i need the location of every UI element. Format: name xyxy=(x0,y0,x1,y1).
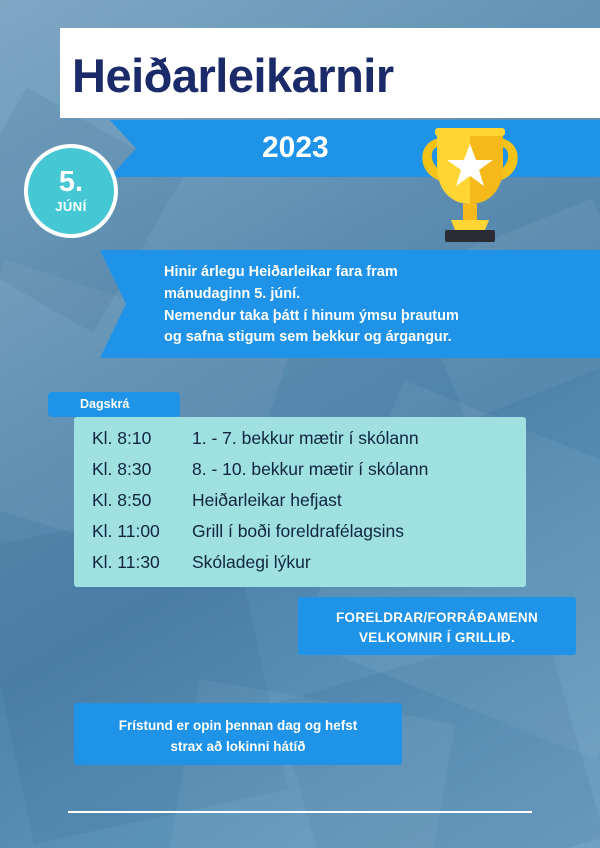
parents-notice-line: VELKOMNIR Í GRILLIÐ. xyxy=(359,630,515,646)
list-item xyxy=(92,552,522,583)
agenda-tag-label: Dagskrá xyxy=(80,397,130,411)
agenda-description: Skóladegi lýkur xyxy=(192,552,311,572)
afterschool-notice-line: strax að lokinni hátíð xyxy=(170,738,306,754)
list-item xyxy=(92,521,522,552)
date-badge xyxy=(24,144,118,238)
list-item xyxy=(92,428,522,459)
agenda-time: Kl. 11:00 xyxy=(92,521,160,541)
list-item xyxy=(92,490,522,521)
afterschool-notice-text xyxy=(74,716,402,758)
parents-notice-text xyxy=(298,608,576,649)
intro-line: og safna stigum sem bekkur og árgangur. xyxy=(164,329,452,346)
date-month: JÚNÍ xyxy=(55,199,87,214)
agenda-description: Heiðarleikar hefjast xyxy=(192,490,342,510)
year-label: 2023 xyxy=(262,131,329,164)
agenda-time: Kl. 8:30 xyxy=(92,459,152,479)
intro-text xyxy=(164,262,574,349)
date-day: 5. xyxy=(58,166,84,198)
agenda-time: Kl. 8:50 xyxy=(92,490,152,510)
intro-line: mánudaginn 5. júní. xyxy=(164,285,301,302)
intro-line: Hinir árlegu Heiðarleikar fara fram xyxy=(164,264,398,280)
agenda-description: 1. - 7. bekkur mætir í skólann xyxy=(192,428,419,448)
agenda-time: Kl. 8:10 xyxy=(92,428,152,448)
agenda-time: Kl. 11:30 xyxy=(92,552,160,572)
agenda-list xyxy=(92,428,522,583)
afterschool-notice-line: Frístund er opin þennan dag og hefst xyxy=(118,718,358,733)
trophy-icon xyxy=(415,118,525,248)
agenda-description: Grill í boði foreldrafélagsins xyxy=(192,521,405,541)
list-item xyxy=(92,459,522,490)
parents-notice-line: FORELDRAR/FORRÁÐAMENN xyxy=(335,610,539,625)
agenda-description: 8. - 10. bekkur mætir í skólann xyxy=(192,459,429,479)
page-title: Heiðarleikarnir xyxy=(72,49,394,102)
divider xyxy=(68,811,532,813)
year-banner xyxy=(110,120,600,177)
intro-line: Nemendur taka þátt í hinum ýmsu þrautum xyxy=(164,307,459,324)
